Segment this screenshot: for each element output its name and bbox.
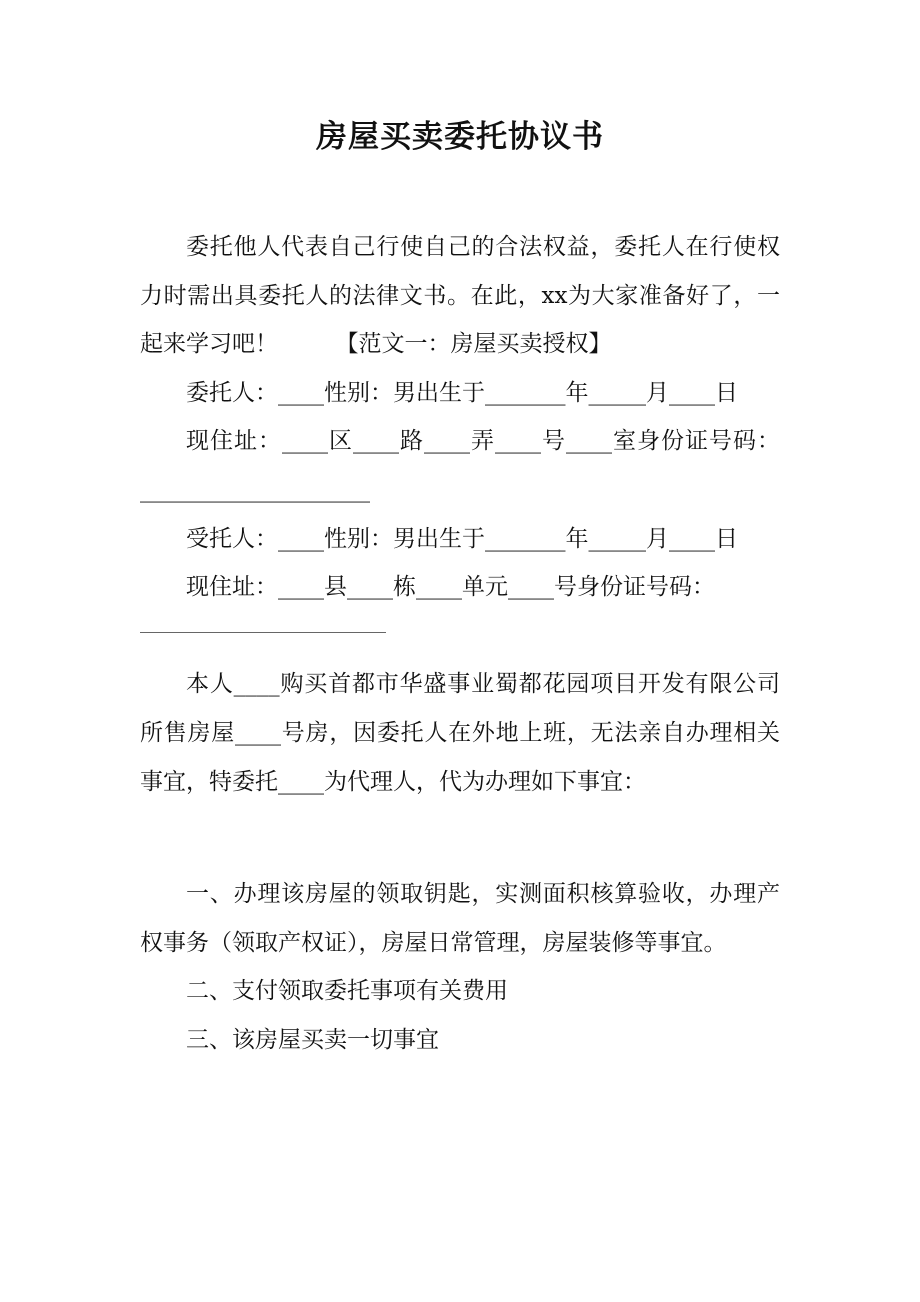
item-three: 三、该房屋买卖一切事宜 <box>186 1026 439 1053</box>
item-two: 二、支付领取委托事项有关费用 <box>186 978 508 1005</box>
id-number-blank-line <box>140 632 386 633</box>
agent-info: 受托人：____性别：男出生于_______年_____月____日 <box>186 525 738 552</box>
intro-paragraph: 委托他人代表自己行使自己的合法权益，委托人在行使权力时需出具委托人的法律文书。在此，xx为大家准备好了，一起来学习吧！ 【范文一：房屋买卖授权】 <box>140 234 780 358</box>
item-one: 一、办理该房屋的领取钥匙，实测面积核算验收，办理产权事务（领取产权证），房屋日常管理，房屋装修等事宜。 <box>140 881 780 956</box>
statement-paragraph: 本人____购买首都市华盛事业蜀都花园项目开发有限公司所售房屋____号房，因委托人在外地上班，无法亲自办理相关事宜，特委托____为代理人，代为办理如下事宜： <box>140 671 780 795</box>
principal-info: 委托人：____性别：男出生于_______年_____月____日 <box>186 379 738 406</box>
paragraph-spacer <box>140 806 780 870</box>
principal-address: 现住址：____区____路____弄____号____室身份证号码：____________________ <box>140 428 780 503</box>
agent-address: 现住址：____县____栋____单元____号身份证号码： <box>186 574 715 601</box>
document-body <box>140 223 780 1065</box>
id-number-blank-row <box>140 612 780 661</box>
document-title: 房屋买卖委托协议书 <box>316 119 604 155</box>
